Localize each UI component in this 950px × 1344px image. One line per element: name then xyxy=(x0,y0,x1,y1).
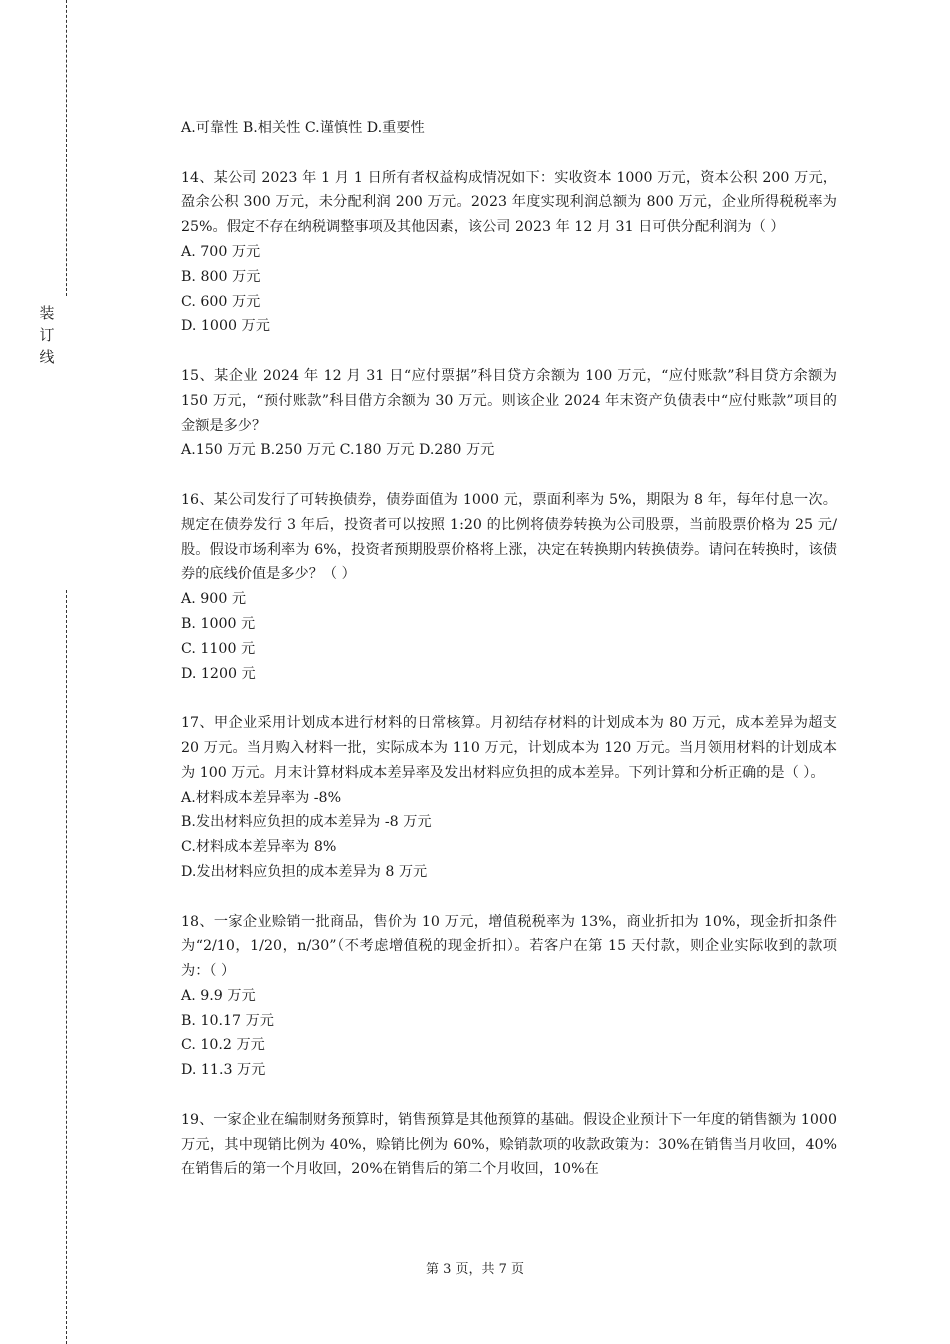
option-line: A.150 万元 B.250 万元 C.180 万元 D.280 万元 xyxy=(181,442,495,459)
question-content xyxy=(181,116,837,1182)
option-b: B. 10.17 万元 xyxy=(181,1012,274,1029)
binding-label xyxy=(36,302,58,368)
question-18 xyxy=(181,910,837,1084)
option-c: C. 10.2 万元 xyxy=(181,1037,265,1054)
question-stem: 14、某公司 2023 年 1 月 1 日所有者权益构成情况如下：实收资本 1000 万元，资本公积 200 万元，盈余公积 300 万元，未分配利润 200 万元。2023 年度实现利润总额为 800 万元，企业所得税税率为 25%。假定不存在纳税调整事项及其他因素，该公司 2023 年 12 月 31 日可供分配利润为（ ） xyxy=(181,169,837,236)
binding-label-char: 线 xyxy=(39,348,55,366)
question-stem: 19、一家企业在编制财务预算时，销售预算是其他预算的基础。假设企业预计下一年度的销售额为 1000 万元，其中现销比例为 40%，赊销比例为 60%，赊销款项的收款政策为：30%在销售当月收回，40%在销售后的第一个月收回，20%在销售后的第二个月收回，10%在 xyxy=(181,1111,837,1178)
question-14 xyxy=(181,166,837,340)
page-number: 第 3 页，共 7 页 xyxy=(425,1262,525,1277)
option-c: C.材料成本差异率为 8% xyxy=(181,839,337,856)
option-c: C. 1100 元 xyxy=(181,640,256,657)
question-stem: 17、甲企业采用计划成本进行材料的日常核算。月初结存材料的计划成本为 80 万元，成本差异为超支 20 万元。当月购入材料一批，实际成本为 110 万元，计划成本为 120 万元。当月领用材料的计划成本为 100 万元。月末计算材料成本差异率及发出材料应负担的成本差异。下列计算和分析正确的是（ ）。 xyxy=(181,715,837,781)
option-d: D. 1000 万元 xyxy=(181,318,270,335)
option-a: A. 900 元 xyxy=(181,591,247,608)
option-c: C. 600 万元 xyxy=(181,293,261,310)
binding-line-top xyxy=(66,0,67,296)
option-d: D. 11.3 万元 xyxy=(181,1062,266,1079)
question-stem: 16、某公司发行了可转换债券，债券面值为 1000 元，票面利率为 5%，期限为 8 年，每年付息一次。规定在债券发行 3 年后，投资者可以按照 1:20 的比例将债券转换为公司股票，当前股票价格为 25 元/股。假设市场利率为 6%，投资者预期股票价格将上涨，决定在转换期内转换债券。请问在转换时，该债券的底线价值是多少？（ ） xyxy=(181,491,837,583)
option-a: A. 700 万元 xyxy=(181,243,261,260)
question-17 xyxy=(181,711,837,885)
question-19 xyxy=(181,1108,837,1182)
option-b: B. 800 万元 xyxy=(181,268,261,285)
binding-label-char: 装 xyxy=(39,304,55,322)
option-d: D.发出材料应负担的成本差异为 8 万元 xyxy=(181,863,428,880)
option-a: A.材料成本差异率为 -8% xyxy=(181,789,342,806)
question-16 xyxy=(181,488,837,686)
option-a: A. 9.9 万元 xyxy=(181,987,256,1004)
question-stem: 15、某企业 2024 年 12 月 31 日“应付票据”科目贷方余额为 100 万元，“应付账款”科目贷方余额为 150 万元，“预付账款”科目借方余额为 30 万元。则该企业 2024 年末资产负债表中“应付账款”项目的金额是多少？ xyxy=(181,367,837,434)
question-13-options xyxy=(181,116,837,141)
option-b: B.发出材料应负担的成本差异为 -8 万元 xyxy=(181,814,432,831)
question-15 xyxy=(181,364,837,463)
question-stem: 18、一家企业赊销一批商品，售价为 10 万元，增值税税率为 13%，商业折扣为 10%，现金折扣条件为“2/10，1/20，n/30”（不考虑增值税的现金折扣）。若客户在第 15 天付款，则企业实际收到的款项为：（ ） xyxy=(181,913,837,980)
binding-label-char: 订 xyxy=(39,326,55,344)
option-line: A.可靠性 B.相关性 C.谨慎性 D.重要性 xyxy=(181,120,425,136)
option-b: B. 1000 元 xyxy=(181,615,256,632)
binding-line-bottom xyxy=(66,590,67,1344)
option-d: D. 1200 元 xyxy=(181,665,256,682)
